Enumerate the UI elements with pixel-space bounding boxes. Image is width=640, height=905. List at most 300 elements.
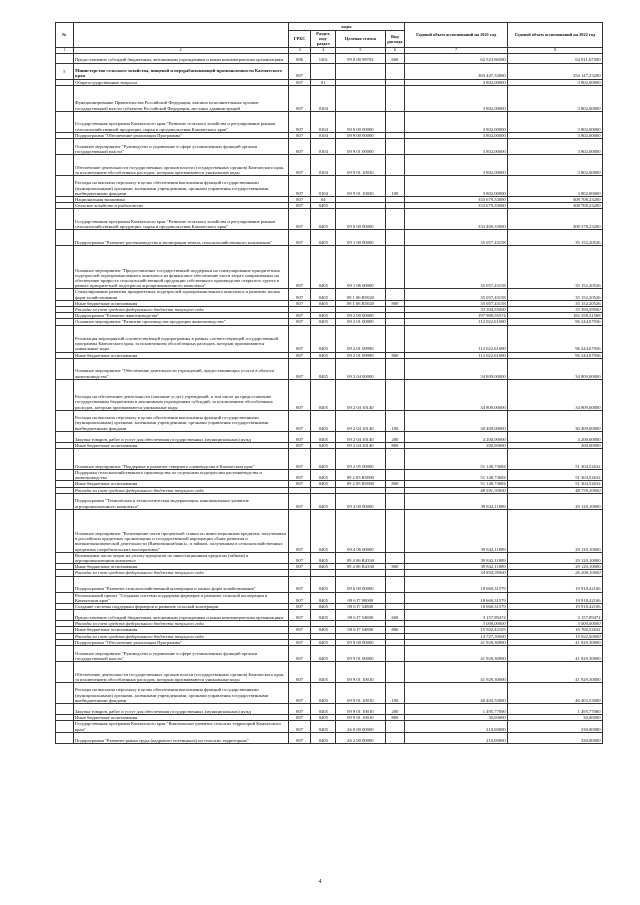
row-grbs: 807 <box>288 358 311 379</box>
row-target-article: 09 9 00 00000 <box>336 132 385 138</box>
row-amount-2021: 30,00000 <box>405 715 508 721</box>
row-amount-2021: 3 802,00000 <box>405 79 508 85</box>
row-amount-2022: 3 802,00000 <box>508 139 603 155</box>
row-expense-type <box>385 230 405 246</box>
row-amount-2022: 3 802,00000 <box>508 132 603 138</box>
row-grbs: 807 <box>288 209 311 230</box>
row-amount-2021: 34 854,39000 <box>405 570 508 576</box>
table-row <box>56 646 603 662</box>
row-expense-type <box>385 155 405 176</box>
row-name: Расходы за счет средств федерального бюджета текущего года <box>73 487 288 493</box>
row-grbs: 807 <box>288 509 311 552</box>
row-amount-2022: 51 304,52632 <box>508 449 603 470</box>
row-amount-2022: 3 802,00000 <box>508 155 603 176</box>
row-amount-2021: 3 802,00000 <box>405 155 508 176</box>
index-cell: 2 <box>73 47 288 53</box>
table-row <box>56 449 603 470</box>
row-grbs: 807 <box>288 721 311 732</box>
row-expense-type <box>385 662 405 683</box>
row-razdel: 0104 <box>311 176 336 197</box>
row-amount-2021: 200,00000 <box>405 442 508 448</box>
row-number: 5 <box>56 63 74 79</box>
row-razdel: 0405 <box>311 325 336 352</box>
row-number <box>56 155 74 176</box>
row-target-article: 09 2 04 00000 <box>336 358 385 379</box>
row-amount-2022: 29 120,10000 <box>508 564 603 570</box>
row-amount-2021: 34 809,00000 <box>405 358 508 379</box>
row-amount-2021: 3 802,00000 <box>405 85 508 111</box>
row-razdel: 0405 <box>311 732 336 743</box>
row-name: Иные бюджетные ассигнования <box>73 564 288 570</box>
row-grbs: 807 <box>288 576 311 592</box>
row-name: Подпрограмма "Развитие растениеводства и мелиорации земель сельскохозяйственного назначения" <box>73 230 288 246</box>
row-razdel: 0405 <box>311 683 336 704</box>
row-expense-type <box>385 63 405 79</box>
table-row <box>56 410 603 431</box>
row-amount-2022: 1 495,77000 <box>508 704 603 715</box>
row-name: Основное мероприятие "Руководство и управление в сфере установленных функций органов государственной власти" <box>73 139 288 155</box>
row-name: Расходы за счет средств федерального бюджета текущего года <box>73 570 288 576</box>
table-row <box>56 509 603 552</box>
header-cs: Целевая статья <box>336 31 385 48</box>
row-razdel: 0405 <box>311 203 336 209</box>
table-row <box>56 379 603 410</box>
row-amount-2021: 51 148,73684 <box>405 449 508 470</box>
row-target-article <box>336 63 385 79</box>
row-target-article: 09 2 04 10140 <box>336 410 385 431</box>
row-amount-2022: 330,00000 <box>508 732 603 743</box>
row-amount-2022: 96 244,67936 <box>508 319 603 325</box>
row-number <box>56 449 74 470</box>
row-amount-2021: 51 148,73684 <box>405 481 508 487</box>
row-number <box>56 704 74 715</box>
table-row <box>56 246 603 289</box>
row-grbs: 807 <box>288 715 311 721</box>
row-amount-2021: 33 304,55000 <box>405 307 508 313</box>
row-target-article: 09 9 01 00000 <box>336 646 385 662</box>
row-grbs: 807 <box>288 442 311 448</box>
row-grbs: 807 <box>288 564 311 570</box>
row-target-article: 09 9 01 10010 <box>336 704 385 715</box>
row-name: Создание системы поддержки фермеров и развитие сельской кооперации <box>73 604 288 610</box>
row-target-article: 09 2 01 00000 <box>336 319 385 325</box>
row-amount-2022: 41 929,30000 <box>508 646 603 662</box>
row-razdel: 0405 <box>311 509 336 552</box>
table-row <box>56 155 603 176</box>
row-grbs: 807 <box>288 63 311 79</box>
row-amount-2021: 35 057,43158 <box>405 230 508 246</box>
row-amount-2022: 19 918,42106 <box>508 604 603 610</box>
row-grbs: 807 <box>288 704 311 715</box>
row-amount-2022: 4 200,00000 <box>508 431 603 442</box>
row-target-article: 09 2 04 10140 <box>336 379 385 410</box>
row-amount-2022: 3 157,89474 <box>508 610 603 621</box>
row-expense-type <box>385 85 405 111</box>
row-target-article: 09 9 01 10030 <box>336 176 385 197</box>
row-amount-2021: 18 660,31579 <box>405 604 508 610</box>
row-razdel: 0104 <box>311 155 336 176</box>
row-amount-2021: 39 842,11889 <box>405 564 508 570</box>
row-target-article: 09 6 I7 54800 <box>336 627 385 633</box>
row-number <box>56 209 74 230</box>
row-amount-2021: 41 929,30000 <box>405 662 508 683</box>
row-target-article: 09 2 04 10140 <box>336 442 385 448</box>
row-razdel: 0405 <box>311 379 336 410</box>
row-amount-2022: 51 304,52632 <box>508 481 603 487</box>
row-expense-type <box>385 289 405 300</box>
row-name: Поддержка сельскохозяйственного производства по отдельным подотраслям растениеводства и животноводства <box>73 470 288 481</box>
table-row <box>56 732 603 743</box>
row-name: Стимулирование развития приоритетных подотраслей агропромышленного комплекса и развитие малых форм хозяйствования <box>73 289 288 300</box>
row-amount-2022: 19 918,42106 <box>508 576 603 592</box>
row-razdel: 01 <box>311 79 336 85</box>
table-row <box>56 230 603 246</box>
row-target-article: 09 6 I7 00000 <box>336 592 385 603</box>
row-razdel: 0405 <box>311 246 336 289</box>
row-target-article: 09 9 01 10010 <box>336 683 385 704</box>
row-expense-type <box>385 209 405 230</box>
table-row <box>56 704 603 715</box>
table-row <box>56 431 603 442</box>
row-amount-2022: 35 152,20526 <box>508 300 603 306</box>
row-grbs: 806 <box>288 53 311 63</box>
table-row <box>56 493 603 509</box>
page-number: 4 <box>318 879 322 885</box>
row-number <box>56 509 74 552</box>
row-amount-2021: 34 809,00000 <box>405 379 508 410</box>
row-amount-2021: 3 157,89474 <box>405 610 508 621</box>
row-expense-type: 600 <box>385 610 405 621</box>
row-razdel: 0405 <box>311 358 336 379</box>
row-amount-2021: 333 679,33000 <box>405 197 508 203</box>
header-vr: Вид расхода <box>385 31 405 48</box>
row-grbs: 807 <box>288 732 311 743</box>
row-amount-2021: 18 660,31579 <box>405 592 508 603</box>
row-name: Расходы на выплаты персоналу в целях обеспечения выполнения функций государственными (муниципальными) органами, казенными учреждениями, органами управления государственными внебюджетными фондами <box>73 410 288 431</box>
row-razdel: 0405 <box>311 300 336 306</box>
row-expense-type <box>385 576 405 592</box>
row-target-article: 09 2 05 00000 <box>336 449 385 470</box>
row-target-article: 09 2 01 09990 <box>336 325 385 352</box>
row-expense-type: 100 <box>385 683 405 704</box>
row-amount-2021: 15 502,42105 <box>405 627 508 633</box>
row-expense-type <box>385 111 405 132</box>
row-amount-2021: 39 842,11889 <box>405 552 508 563</box>
header-codes: коды <box>288 23 404 31</box>
row-amount-2021: 39 842,11889 <box>405 493 508 509</box>
row-grbs: 807 <box>288 662 311 683</box>
row-name: Иные бюджетные ассигнования <box>73 627 288 633</box>
row-grbs: 807 <box>288 646 311 662</box>
table-row <box>56 209 603 230</box>
row-amount-2022: 35 152,20526 <box>508 230 603 246</box>
row-razdel: 0405 <box>311 627 336 633</box>
row-expense-type <box>385 509 405 552</box>
row-name: Иные бюджетные ассигнования <box>73 300 288 306</box>
row-name: Иные бюджетные ассигнования <box>73 715 288 721</box>
row-expense-type <box>385 246 405 289</box>
row-name: Иные бюджетные ассигнования <box>73 442 288 448</box>
row-name: Подпрограмма "Обеспечение реализации Программы" <box>73 132 288 138</box>
row-name: Общегосударственные вопросы <box>73 79 288 85</box>
row-grbs: 807 <box>288 176 311 197</box>
index-cell: 6 <box>385 47 405 53</box>
row-razdel: 0405 <box>311 481 336 487</box>
row-name: Расходы на выплаты персоналу в целях обеспечения выполнения функций государственными (муниципальными) органами, казенными учреждениями, органами управления государственными внебюджетными фондами <box>73 176 288 197</box>
row-name: Региональный проект "Создание системы поддержки фермеров и развитие сельской кооперации в Камчатском крае" <box>73 592 288 603</box>
row-expense-type <box>385 552 405 563</box>
row-amount-2021: 51 148,73684 <box>405 470 508 481</box>
row-grbs: 807 <box>288 683 311 704</box>
row-target-article: 09 1 00 00000 <box>336 230 385 246</box>
row-target-article: 09 9 01 10030 <box>336 155 385 176</box>
table-row <box>56 552 603 563</box>
row-expense-type: 200 <box>385 704 405 715</box>
row-expense-type <box>385 358 405 379</box>
row-number <box>56 662 74 683</box>
row-name: Подпрограмма "Развитие рынка труда (кадрового потенциала) на сельских территориях" <box>73 732 288 743</box>
row-expense-type <box>385 721 405 732</box>
row-razdel: 0405 <box>311 319 336 325</box>
row-name: Расходы на выплаты персоналу в целях обеспечения выполнения функций государственными (муниципальными) органами, казенными учреждениями, органами управления государственными внебюджетными фондами <box>73 683 288 704</box>
row-name: Иные бюджетные ассигнования <box>73 481 288 487</box>
table-row <box>56 576 603 592</box>
row-razdel: 0405 <box>311 230 336 246</box>
row-amount-2021: 39 842,11889 <box>405 509 508 552</box>
row-target-article: 09 9 00 00000 <box>336 639 385 645</box>
row-name: Подпрограмма "Техническая и технологическая модернизация, инновационное развитие агропромышленного комплекса" <box>73 493 288 509</box>
row-amount-2021: 112 022,61690 <box>405 352 508 358</box>
row-expense-type <box>385 449 405 470</box>
row-razdel: 0104 <box>311 85 336 111</box>
row-razdel: 0405 <box>311 604 336 610</box>
row-number <box>56 470 74 481</box>
row-amount-2021: 62 523,86500 <box>405 53 508 63</box>
row-razdel: 0405 <box>311 470 336 481</box>
row-target-article <box>336 85 385 111</box>
row-amount-2022: 29 120,10000 <box>508 493 603 509</box>
row-razdel <box>311 63 336 79</box>
row-amount-2021: 3 000,00000 <box>405 621 508 627</box>
row-amount-2022: 3 802,00000 <box>508 176 603 197</box>
index-cell: 1 <box>56 47 74 53</box>
row-amount-2022: 96 244,67936 <box>508 352 603 358</box>
row-razdel: 0405 <box>311 662 336 683</box>
row-target-article: 09 4 06 R4330 <box>336 552 385 563</box>
row-name: Основное мероприятие "Руководство и управление в сфере установленных функций органов государственной власти" <box>73 646 288 662</box>
row-razdel: 04 <box>311 197 336 203</box>
row-grbs: 807 <box>288 470 311 481</box>
index-cell: 7 <box>405 47 508 53</box>
row-amount-2021: 3 802,00000 <box>405 176 508 197</box>
row-name: Подпрограмма "Развитие животноводства" <box>73 313 288 319</box>
row-amount-2022: 51 304,52632 <box>508 470 603 481</box>
row-amount-2022: 200,00000 <box>508 442 603 448</box>
row-razdel: 0405 <box>311 610 336 621</box>
row-amount-2021: 30 409,00000 <box>405 410 508 431</box>
row-grbs: 807 <box>288 592 311 603</box>
row-target-article: 09 1 06 R5020 <box>336 300 385 306</box>
row-amount-2022: 3 802,00000 <box>508 111 603 132</box>
row-grbs: 807 <box>288 325 311 352</box>
row-amount-2022: 33 394,59500 <box>508 307 603 313</box>
table-row <box>56 85 603 111</box>
row-amount-2022: 35 152,20526 <box>508 246 603 289</box>
row-grbs: 807 <box>288 246 311 289</box>
row-name: Основное мероприятие "Предоставление государственной поддержки на стимулирование приоритетных подотраслей агропромышленного комплекса на финансовое обеспечение части затрат, направленных на обеспечение прироста сельскохозяйственной продукции собственного производства открытого грунта в рамках приоритетной подотрасли агропромышленного комплекса" <box>73 246 288 289</box>
row-expense-type <box>385 646 405 662</box>
row-number <box>56 721 74 732</box>
table-row <box>56 63 603 79</box>
row-name: Расходы на обеспечение деятельности (оказание услуг) учреждений, в том числе на предоставление государственным бюджетным и автономным учреждениям субсидий, за исключением обособленных расходов, которым присваиваются уникальные коды <box>73 379 288 410</box>
row-amount-2022: 16 760,52632 <box>508 627 603 633</box>
row-expense-type: 800 <box>385 352 405 358</box>
table-row <box>56 325 603 352</box>
row-target-article: 09 6 00 00000 <box>336 576 385 592</box>
row-name: Государственная программа Камчатского края "Комплексное развитие сельских территорий Камчатского края" <box>73 721 288 732</box>
row-target-article: 09 4 06 R4330 <box>336 564 385 570</box>
row-name: Министерство сельского хозяйства, пищевой и перерабатывающей промышленности Камчатского края <box>73 63 288 79</box>
row-name: Основное мероприятие "Обеспечение деятельности учреждений, предоставляющих услуги в области животноводства" <box>73 358 288 379</box>
header-year-2022: Годовой объем ассигнований на 2022 год <box>508 23 603 48</box>
row-expense-type: 800 <box>385 481 405 487</box>
row-target-article: 09 2 00 00000 <box>336 313 385 319</box>
table-row <box>56 721 603 732</box>
row-amount-2021: 112 022,61690 <box>405 319 508 325</box>
table-row <box>56 53 603 63</box>
row-name: Иные бюджетные ассигнования <box>73 352 288 358</box>
row-target-article: 09 2 01 09990 <box>336 352 385 358</box>
table-row <box>56 358 603 379</box>
row-target-article: 99 0 00 98702 <box>336 53 385 63</box>
row-amount-2022: 308 378,23200 <box>508 209 603 230</box>
row-grbs: 807 <box>288 610 311 621</box>
row-razdel: 0104 <box>311 111 336 132</box>
row-number <box>56 592 74 603</box>
row-target-article: 09 6 I7 54800 <box>336 604 385 610</box>
row-grbs: 807 <box>288 639 311 645</box>
table-row <box>56 470 603 481</box>
row-razdel: 0405 <box>311 704 336 715</box>
row-grbs: 807 <box>288 352 311 358</box>
row-razdel: 0405 <box>311 313 336 319</box>
row-amount-2022: 15 922,50000 <box>508 633 603 639</box>
row-grbs: 807 <box>288 79 311 85</box>
row-target-article: 09 2 05 R5080 <box>336 470 385 481</box>
row-amount-2022: 48 739,30000 <box>508 487 603 493</box>
row-amount-2021: 14 727,30000 <box>405 633 508 639</box>
row-grbs: 807 <box>288 493 311 509</box>
row-amount-2022: 182 358,31568 <box>508 313 603 319</box>
row-grbs: 807 <box>288 431 311 442</box>
row-name: Сельское хозяйство и рыболовство <box>73 203 288 209</box>
row-number <box>56 139 74 155</box>
row-amount-2021: 1 495,77000 <box>405 704 508 715</box>
row-number <box>56 576 74 592</box>
row-number <box>56 683 74 704</box>
row-razdel: 0405 <box>311 715 336 721</box>
row-number <box>56 53 74 63</box>
row-amount-2022: 40 403,53000 <box>508 683 603 704</box>
row-amount-2021: 112 022,61690 <box>405 325 508 352</box>
header-grbs: ГРБС <box>288 31 311 48</box>
row-grbs: 807 <box>288 410 311 431</box>
row-amount-2021: 333 679,33000 <box>405 203 508 209</box>
row-amount-2021: 35 057,43158 <box>405 289 508 300</box>
index-cell: 4 <box>311 47 336 53</box>
row-number <box>56 610 74 621</box>
row-grbs: 807 <box>288 379 311 410</box>
row-number <box>56 358 74 379</box>
row-amount-2021: 41 929,30000 <box>405 639 508 645</box>
row-target-article: 09 9 01 10010 <box>336 662 385 683</box>
row-razdel: 0405 <box>311 576 336 592</box>
header-num: № <box>56 23 74 48</box>
row-number <box>56 246 74 289</box>
row-razdel: 0405 <box>311 493 336 509</box>
row-grbs: 807 <box>288 197 311 203</box>
row-grbs: 807 <box>288 155 311 176</box>
header-year-2021: Годовой объем ассигнований на 2021 год <box>405 23 508 48</box>
table-row <box>56 176 603 197</box>
index-cell: 5 <box>336 47 385 53</box>
table-row <box>56 610 603 621</box>
row-name: Реализация мероприятий соответствующей подпрограммы в рамках соответствующей государственной программы Камчатского края, за исключением обособленных расходов, которым присваиваются уникальные коды <box>73 325 288 352</box>
row-expense-type: 800 <box>385 564 405 570</box>
row-name: Государственная программа Камчатского края "Развитие сельского хозяйства и регулирование рынков сельскохозяйственной продукции, сырья и продовольствия Камчатского края" <box>73 209 288 230</box>
row-amount-2022: 3 802,00000 <box>508 79 603 85</box>
index-cell: 3 <box>288 47 311 53</box>
row-number <box>56 410 74 431</box>
row-number <box>56 646 74 662</box>
row-grbs: 807 <box>288 300 311 306</box>
row-grbs: 807 <box>288 230 311 246</box>
row-expense-type: 200 <box>385 431 405 442</box>
row-target-article: 09 9 01 00000 <box>336 139 385 155</box>
row-amount-2022: 34 809,00000 <box>508 358 603 379</box>
row-grbs: 807 <box>288 604 311 610</box>
row-name: Основное мероприятие "Развитие производства продукции животноводства" <box>73 319 288 325</box>
row-expense-type: 800 <box>385 300 405 306</box>
row-razdel: 0405 <box>311 449 336 470</box>
table-row <box>56 592 603 603</box>
row-razdel: 0405 <box>311 442 336 448</box>
row-grbs: 807 <box>288 203 311 209</box>
header-razdel: Раздел, под-раздел <box>311 31 336 48</box>
row-amount-2021: 333 469,33000 <box>405 209 508 230</box>
row-number <box>56 325 74 352</box>
row-name: Предоставление субсидий бюджетным, автономным учреждениям и иным некоммерческим организациям <box>73 610 288 621</box>
row-amount-2022: 30 409,00000 <box>508 410 603 431</box>
row-name: Государственная программа Камчатского края "Развитие сельского хозяйства и регулирование рынков сельскохозяйственной продукции, сырья и продовольствия Камчатского края" <box>73 111 288 132</box>
row-razdel: 0405 <box>311 721 336 732</box>
row-amount-2022: 29 120,10000 <box>508 509 603 552</box>
row-amount-2022: 96 244,67936 <box>508 325 603 352</box>
row-expense-type <box>385 592 405 603</box>
row-razdel: 0405 <box>311 209 336 230</box>
row-name: Национальная экономика <box>73 197 288 203</box>
row-name: Функционирование Правительства Российской Федерации, высших исполнительных органов государственной власти субъектов Российской Федерации, местных администраций <box>73 85 288 111</box>
row-amount-2021: 35 057,43158 <box>405 300 508 306</box>
row-amount-2022: 62 811,67500 <box>508 53 603 63</box>
row-name: Обеспечение деятельности государственных органов власти (государственных органов) Камчатского края, за исключением обособленных расходов, которым присваиваются уникальные коды <box>73 155 288 176</box>
table-row <box>56 139 603 155</box>
row-name: Расходы за счет средств федерального бюджета текущего года <box>73 633 288 639</box>
row-name: Основное мероприятие "Возмещение части процентной ставки по инвестиционным кредитам, полученным в российских кредитных организациях и государственной корпорации «Банк развития и внешнеэкономической деятельности (Внешэкономбанк)», и займам, полученным в сельскохозяйственных кредитных потребительских кооперативах" <box>73 509 288 552</box>
row-expense-type <box>385 379 405 410</box>
row-number <box>56 493 74 509</box>
row-amount-2021: 3 802,00000 <box>405 139 508 155</box>
